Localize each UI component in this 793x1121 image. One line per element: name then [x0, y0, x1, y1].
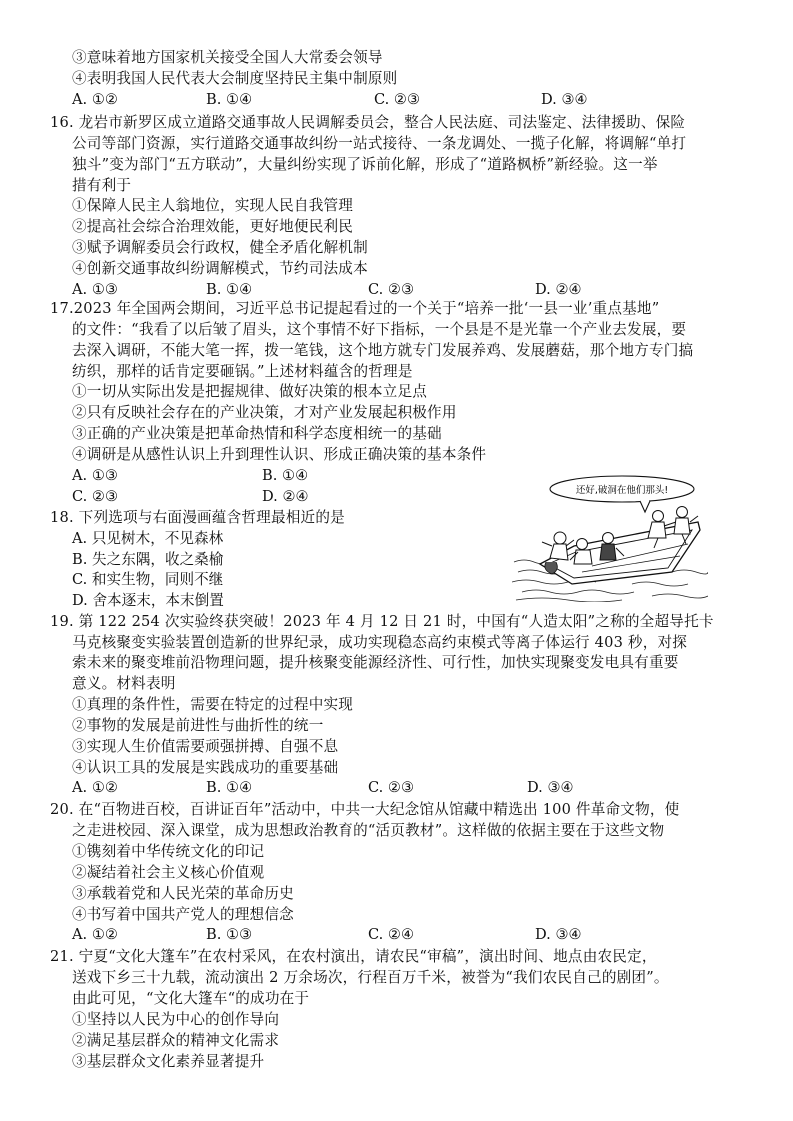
q16-item-3: ③赋予调解委员会行政权，健全矛盾化解机制 — [72, 239, 368, 256]
q16-stem-line-1: 16. 龙岩市新罗区成立道路交通事故人民调解委员会，整合人民法庭、司法鉴定、法律援助、保险 — [50, 114, 686, 131]
q21-item-3: ③基层群众文化素养显著提升 — [72, 1053, 265, 1070]
q19-stem-line-1: 19. 第 122 254 次实验终获突破！2023 年 4 月 12 日 21 时，中国有“人造太阳”之称的全超导托卡 — [50, 613, 714, 630]
q18-cartoon — [512, 472, 708, 602]
q19-stem-line-3: 索未来的聚变堆前沿物理问题，提升核聚变能源经济性、可行性，加快实现聚变发电具有重要 — [72, 654, 679, 671]
q18-choice-a: A. 只见树木，不见森林 — [72, 530, 224, 547]
q15-choice-a: A. ①② — [72, 91, 118, 108]
q18-choice-b: B. 失之东隅，收之桑榆 — [72, 551, 224, 568]
q21-stem-line-2: 送戏下乡三十九载，流动演出 2 万余场次，行程百万千米，被誉为“我们农民自己的剧团”。 — [72, 969, 669, 986]
q17-item-2: ②只有反映社会存在的产业决策，才对产业发展起积极作用 — [72, 404, 457, 421]
q19-item-1: ①真理的条件性，需要在特定的过程中实现 — [72, 696, 354, 713]
q17-choice-a: A. ①③ — [72, 467, 118, 484]
boat-cartoon-illustration — [512, 472, 708, 602]
q16-item-4: ④创新交通事故纠纷调解模式，节约司法成本 — [72, 260, 368, 277]
q17-item-1: ①一切从实际出发是把握规律、做好决策的根本立足点 — [72, 383, 428, 400]
q20-item-4: ④书写着中国共产党人的理想信念 — [72, 906, 294, 923]
q17-choice-b: B. ①④ — [262, 467, 309, 484]
q17-item-3: ③正确的产业决策是把革命热情和科学态度相统一的基础 — [72, 425, 442, 442]
q16-item-2: ②提高社会综合治理效能，更好地便民利民 — [72, 218, 354, 235]
q17-stem-line-4: 纺织，那样的话肯定要砸锅。”上述材料蕴含的哲理是 — [72, 363, 413, 380]
q19-item-2: ②事物的发展是前进性与曲折性的统一 — [72, 717, 324, 734]
q21-stem-line-3: 由此可见，“文化大篷车“的成功在于 — [72, 990, 310, 1007]
speech-bubble-text: 还好,破洞在他们那头! — [575, 485, 669, 496]
q16-choice-a: A. ①③ — [72, 281, 118, 298]
q18-stem: 18. 下列选项与右面漫画蕴含哲理最相近的是 — [50, 509, 345, 526]
q15-choice-b: B. ①④ — [206, 91, 253, 108]
q20-stem-line-1: 20. 在“百物进百校，百讲证百年”活动中，中共一大纪念馆从馆藏中精选出 100 件革命文物，使 — [50, 801, 680, 818]
q20-choice-c: C. ②④ — [368, 926, 415, 943]
q17-item-4: ④调研是从感性认识上升到理性认识、形成正确决策的基本条件 — [72, 446, 487, 463]
q19-choice-a: A. ①② — [72, 779, 118, 796]
q18-choice-d: D. 舍本逐末，本末倒置 — [72, 592, 224, 609]
q19-item-4: ④认识工具的发展是实践成功的重要基础 — [72, 759, 339, 776]
q20-choice-b: B. ①③ — [206, 926, 253, 943]
q15-item-3: ③意味着地方国家机关接受全国人大常委会领导 — [72, 49, 383, 66]
q17-stem-line-2: 的文件：“我看了以后皱了眉头，这个事情不好下指标，一个县是不是光靠一个产业去发展，要 — [72, 321, 687, 338]
q15-choice-d: D. ③④ — [541, 91, 588, 108]
q16-choice-c: C. ②③ — [368, 281, 415, 298]
q20-choice-d: D. ③④ — [535, 926, 582, 943]
q20-choice-a: A. ①② — [72, 926, 118, 943]
q19-stem-line-4: 意义。材料表明 — [72, 675, 176, 692]
q20-stem-line-2: 之走进校园、深入课堂，成为思想政治教育的“活页教材”。这样做的依据主要在于这些文物 — [72, 822, 665, 839]
q16-choice-b: B. ①④ — [206, 281, 253, 298]
q17-stem-line-3: 去深入调研，不能大笔一挥，拨一笔钱，这个地方就专门发展养鸡、发展蘑菇，那个地方专门搞 — [72, 342, 694, 359]
q19-stem-line-2: 马克核聚变实验装置创造新的世界纪录，成功实现稳态高约束模式等离子体运行 403 秒，对探 — [72, 634, 688, 651]
q19-item-3: ③实现人生价值需要顽强拼搏、自强不息 — [72, 738, 339, 755]
q16-item-1: ①保障人民主人翁地位，实现人民自我管理 — [72, 197, 354, 214]
q20-item-3: ③承载着党和人民光荣的革命历史 — [72, 885, 294, 902]
q15-item-4: ④表明我国人民代表大会制度坚持民主集中制原则 — [72, 70, 398, 87]
q16-choice-d: D. ②④ — [535, 281, 582, 298]
q20-item-2: ②凝结着社会主义核心价值观 — [72, 864, 265, 881]
q21-item-1: ①坚持以人民为中心的创作导向 — [72, 1011, 280, 1028]
q19-choice-b: B. ①④ — [206, 779, 253, 796]
q15-choice-c: C. ②③ — [374, 91, 421, 108]
q16-stem-line-4: 措有利于 — [72, 177, 132, 194]
q18-choice-c: C. 和实生物，同则不继 — [72, 571, 224, 588]
q17-choice-c: C. ②③ — [72, 488, 119, 505]
q16-stem-line-2: 公司等部门资源，实行道路交通事故纠纷一站式接待、一条龙调处、一揽子化解，将调解“单打 — [72, 135, 687, 152]
q21-stem-line-1: 21. 宁夏“文化大篷车”在农村采风，在农村演出，请农民“审稿”，演出时间、地点由农民定， — [50, 948, 657, 965]
q19-choice-c: C. ②③ — [368, 779, 415, 796]
q17-choice-d: D. ②④ — [262, 488, 309, 505]
q20-item-1: ①镌刻着中华传统文化的印记 — [72, 843, 265, 860]
q17-stem-line-1: 17.2023 年全国两会期间，习近平总书记提起看过的一个关于“培养一批‘一县一业’重点基地” — [50, 300, 660, 317]
q21-item-2: ②满足基层群众的精神文化需求 — [72, 1032, 280, 1049]
q16-stem-line-3: 独斗”变为部门“五方联动”，大量纠纷实现了诉前化解，形成了“道路枫桥”新经验。这一举 — [72, 156, 658, 173]
q19-choice-d: D. ③④ — [527, 779, 574, 796]
